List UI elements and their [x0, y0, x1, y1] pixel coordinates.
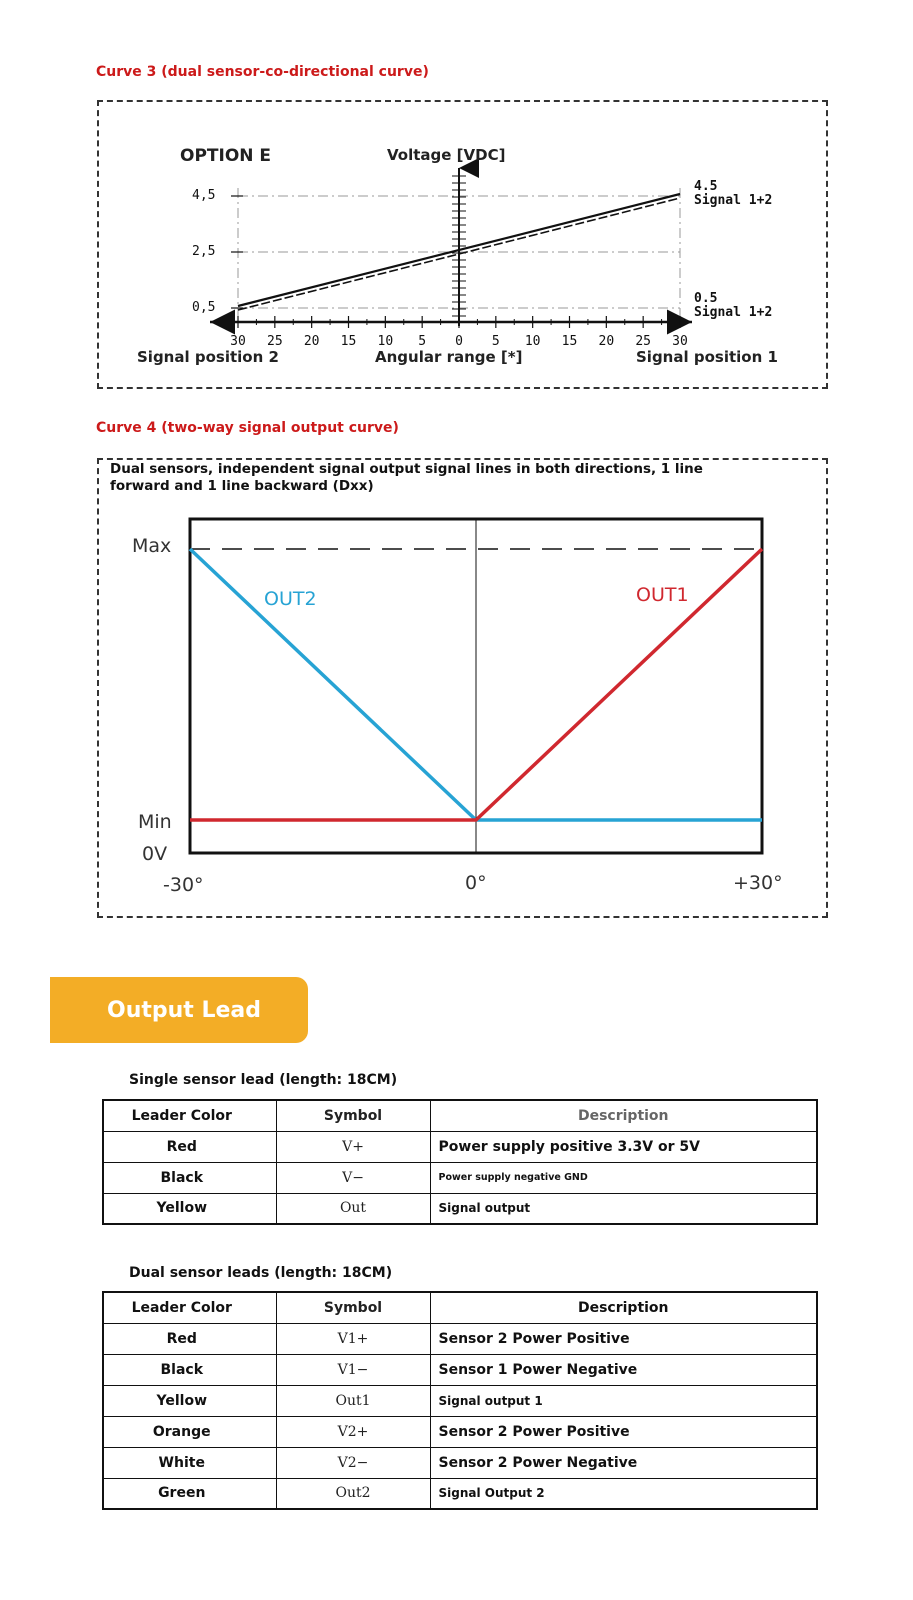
cell-color: Red — [103, 1131, 276, 1162]
cell-color: Yellow — [103, 1385, 276, 1416]
curve3-option-label: OPTION E — [180, 146, 272, 166]
cell-description: Power supply negative GND — [430, 1162, 817, 1193]
annotation-label: Signal 1+2 — [694, 305, 773, 320]
x-tick-label: 20 — [598, 334, 615, 349]
cell-symbol: V+ — [276, 1131, 430, 1162]
header-leader-color: Leader Color — [103, 1292, 276, 1323]
curve3-right-label: Signal position 1 — [636, 348, 778, 366]
cell-symbol: V1− — [276, 1354, 430, 1385]
table-row — [103, 1385, 817, 1416]
cell-color: Orange — [103, 1416, 276, 1447]
cell-symbol: V2− — [276, 1447, 430, 1478]
cell-color: Yellow — [103, 1193, 276, 1224]
annotation-value: 4.5 — [694, 179, 718, 194]
cell-description: Signal Output 2 — [430, 1478, 817, 1509]
single-table-caption: Single sensor lead (length: 18CM) — [129, 1072, 398, 1088]
table-header-row — [103, 1292, 817, 1323]
table-row — [103, 1354, 817, 1385]
curve4-y-label-min: Min — [138, 811, 172, 833]
curve4-chart — [0, 500, 913, 910]
header-symbol: Symbol — [276, 1100, 430, 1131]
header-leader-color: Leader Color — [103, 1100, 276, 1131]
cell-symbol: Out1 — [276, 1385, 430, 1416]
description-line: Dual sensors, independent signal output signal lines in both directions, 1 line — [110, 461, 703, 477]
cell-color: Black — [103, 1162, 276, 1193]
header-description: Description — [430, 1100, 817, 1131]
curve3-annotation-bottom — [694, 292, 772, 320]
curve3-axes — [210, 168, 692, 326]
x-tick-label: 30 — [230, 334, 246, 349]
curve3-title: Curve 3 (dual sensor-co-directional curve) — [96, 64, 429, 80]
table-row — [103, 1478, 817, 1509]
x-tick-label: 15 — [561, 334, 578, 349]
table-row — [103, 1323, 817, 1354]
cell-description: Power supply positive 3.3V or 5V — [430, 1131, 817, 1162]
x-tick-label: 0 — [455, 334, 463, 349]
curve3-ytick-label: 4,5 — [192, 188, 216, 203]
cell-color: Red — [103, 1323, 276, 1354]
curve3-ytick-label: 0,5 — [192, 300, 216, 315]
cell-description: Sensor 2 Power Positive — [430, 1416, 817, 1447]
curve3-annotation-top — [694, 180, 772, 208]
header-description: Description — [430, 1292, 817, 1323]
curve4-x-label-right: +30° — [733, 872, 783, 894]
x-tick-label: 5 — [491, 334, 500, 349]
description-line: forward and 1 line backward (Dxx) — [110, 478, 374, 494]
header-symbol: Symbol — [276, 1292, 430, 1323]
cell-symbol: V− — [276, 1162, 430, 1193]
cell-color: White — [103, 1447, 276, 1478]
curve4-description — [110, 461, 703, 495]
table-row — [103, 1193, 817, 1224]
annotation-value: 0.5 — [694, 291, 718, 306]
x-tick-label: 20 — [303, 334, 320, 349]
cell-description: Signal output — [430, 1193, 817, 1224]
curve4-y-label-max: Max — [132, 535, 172, 557]
x-tick-label: 25 — [267, 334, 283, 349]
table-header-row — [103, 1100, 817, 1131]
cell-symbol: V2+ — [276, 1416, 430, 1447]
curve4-x-label-center: 0° — [465, 872, 487, 894]
table-row — [103, 1447, 817, 1478]
output-lead-badge — [50, 977, 308, 1043]
dual-table-caption: Dual sensor leads (length: 18CM) — [129, 1265, 393, 1281]
curve3-y-axis-label: Voltage [VDC] — [387, 146, 506, 164]
cell-description: Sensor 2 Power Positive — [430, 1323, 817, 1354]
cell-symbol: Out2 — [276, 1478, 430, 1509]
curve4-y-label-0v: 0V — [142, 843, 168, 865]
x-tick-label: 10 — [524, 334, 541, 349]
curve4-series-label-out2: OUT2 — [264, 588, 317, 610]
curve3-x-axis-label: Angular range [*] — [375, 348, 523, 366]
x-tick-label: 30 — [672, 334, 688, 349]
cell-description: Sensor 1 Power Negative — [430, 1354, 817, 1385]
x-tick-label: 25 — [635, 334, 651, 349]
x-tick-label: 10 — [377, 334, 394, 349]
curve3-ytick-label: 2,5 — [192, 244, 216, 259]
x-tick-label: 15 — [340, 334, 357, 349]
cell-symbol: Out — [276, 1193, 430, 1224]
table-row — [103, 1416, 817, 1447]
cell-color: Black — [103, 1354, 276, 1385]
dual-sensor-table — [102, 1291, 818, 1510]
cell-description: Signal output 1 — [430, 1385, 817, 1416]
table-row — [103, 1162, 817, 1193]
curve3-chart — [0, 0, 913, 400]
cell-symbol: V1+ — [276, 1323, 430, 1354]
single-sensor-table — [102, 1099, 818, 1225]
output-lead-badge-label: Output Lead — [107, 997, 261, 1023]
curve4-series-label-out1: OUT1 — [636, 584, 689, 606]
cell-description: Sensor 2 Power Negative — [430, 1447, 817, 1478]
x-tick-label: 5 — [418, 334, 427, 349]
cell-color: Green — [103, 1478, 276, 1509]
curve4-x-label-left: -30° — [163, 874, 204, 896]
table-row — [103, 1131, 817, 1162]
curve3-left-label: Signal position 2 — [137, 348, 279, 366]
curve4-title: Curve 4 (two-way signal output curve) — [96, 420, 399, 436]
annotation-label: Signal 1+2 — [694, 193, 773, 208]
